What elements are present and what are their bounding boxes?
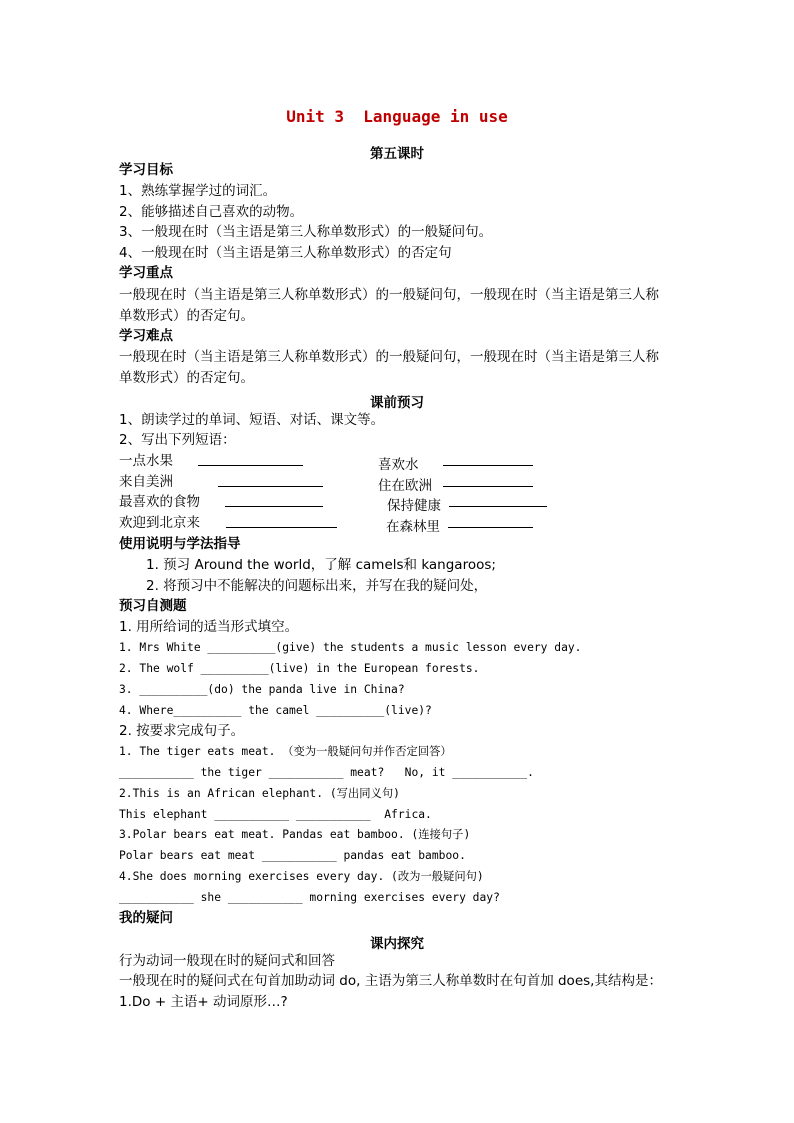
self-test-part1-title: 1. 用所给词的适当形式填空。: [119, 619, 299, 635]
document-title: Unit 3 Language in use: [286, 107, 508, 126]
objectives-heading: 学习目标: [119, 162, 173, 178]
answer-blank[interactable]: [443, 473, 533, 487]
phrase-left: 欢迎到北京来: [119, 515, 200, 531]
objective-item: 4、一般现在时（当主语是第三人称单数形式）的否定句: [119, 245, 452, 261]
exercise-line: This elephant ___________ ___________ Africa.: [119, 808, 432, 821]
objective-item: 3、一般现在时（当主语是第三人称单数形式）的一般疑问句。: [119, 224, 493, 240]
answer-blank[interactable]: [448, 514, 533, 528]
exercise-line: 4. Where__________ the camel __________(live)?: [119, 704, 432, 717]
difficulties-heading: 学习难点: [119, 328, 173, 344]
answer-blank[interactable]: [218, 473, 323, 487]
exercise-line: ___________ the tiger ___________ meat? No, it ___________.: [119, 766, 534, 779]
lesson-label: 第五课时: [370, 146, 424, 162]
in-class-line: 一般现在时的疑问式在句首加助动词 do, 主语为第三人称单数时在句首加 does,其结构是：: [119, 973, 662, 989]
key-points-line: 单数形式）的否定句。: [119, 308, 254, 324]
exercise-line: 1. The tiger eats meat. （变为一般疑问句并作否定回答）: [119, 745, 452, 758]
phrase-left: 一点水果: [119, 453, 173, 469]
answer-blank[interactable]: [226, 514, 337, 528]
objective-item: 1、熟练掌握学过的词汇。: [119, 183, 277, 199]
answer-blank[interactable]: [225, 493, 323, 507]
exercise-line: 4.She does morning exercises every day. (改为一般疑问句): [119, 870, 484, 883]
objective-item: 2、能够描述自己喜欢的动物。: [119, 204, 304, 220]
exercise-line: Polar bears eat meat ___________ pandas eat bamboo.: [119, 849, 466, 862]
key-points-line: 一般现在时（当主语是第三人称单数形式）的一般疑问句，一般现在时（当主语是第三人称: [119, 287, 659, 303]
phrase-right: 保持健康: [387, 498, 441, 514]
phrase-left: 最喜欢的食物: [119, 494, 200, 510]
difficulties-line: 一般现在时（当主语是第三人称单数形式）的一般疑问句，一般现在时（当主语是第三人称: [119, 349, 659, 365]
phrase-right: 住在欧洲: [378, 478, 432, 494]
phrase-left: 来自美洲: [119, 474, 173, 490]
key-points-heading: 学习重点: [119, 265, 173, 281]
guide-item: 1. 预习 Around the world，了解 camels和 kangaroos;: [146, 557, 496, 573]
exercise-line: 2.This is an African elephant. (写出同义句): [119, 787, 400, 800]
difficulties-line: 单数形式）的否定句。: [119, 370, 254, 386]
self-test-heading: 预习自测题: [119, 598, 187, 614]
in-class-line: 1.Do + 主语+ 动词原形…?: [119, 994, 288, 1010]
phrase-right: 喜欢水: [378, 457, 419, 473]
preview-heading: 课前预习: [370, 395, 424, 411]
self-test-part2-title: 2. 按要求完成句子。: [119, 723, 245, 739]
exercise-line: 1. Mrs White __________(give) the students a music lesson every day.: [119, 641, 582, 654]
in-class-line: 行为动词一般现在时的疑问式和回答: [119, 953, 335, 969]
phrase-right: 在森林里: [386, 519, 440, 535]
answer-blank[interactable]: [449, 493, 547, 507]
exercise-line: 3. __________(do) the panda live in China?: [119, 683, 405, 696]
exercise-line: 3.Polar bears eat meat. Pandas eat bamboo. (连接句子): [119, 828, 471, 841]
exercise-line: ___________ she ___________ morning exercises every day?: [119, 891, 500, 904]
exercise-line: 2. The wolf __________(live) in the European forests.: [119, 662, 480, 675]
answer-blank[interactable]: [198, 452, 303, 466]
answer-blank[interactable]: [443, 452, 533, 466]
guide-heading: 使用说明与学法指导: [119, 536, 241, 552]
preview-item: 2、写出下列短语：: [119, 432, 236, 448]
preview-item: 1、朗读学过的单词、短语、对话、课文等。: [119, 412, 385, 428]
in-class-heading: 课内探究: [370, 936, 424, 952]
my-questions-heading: 我的疑问: [119, 910, 173, 926]
guide-item: 2. 将预习中不能解决的问题标出来，并写在我的疑问处，: [146, 578, 488, 594]
